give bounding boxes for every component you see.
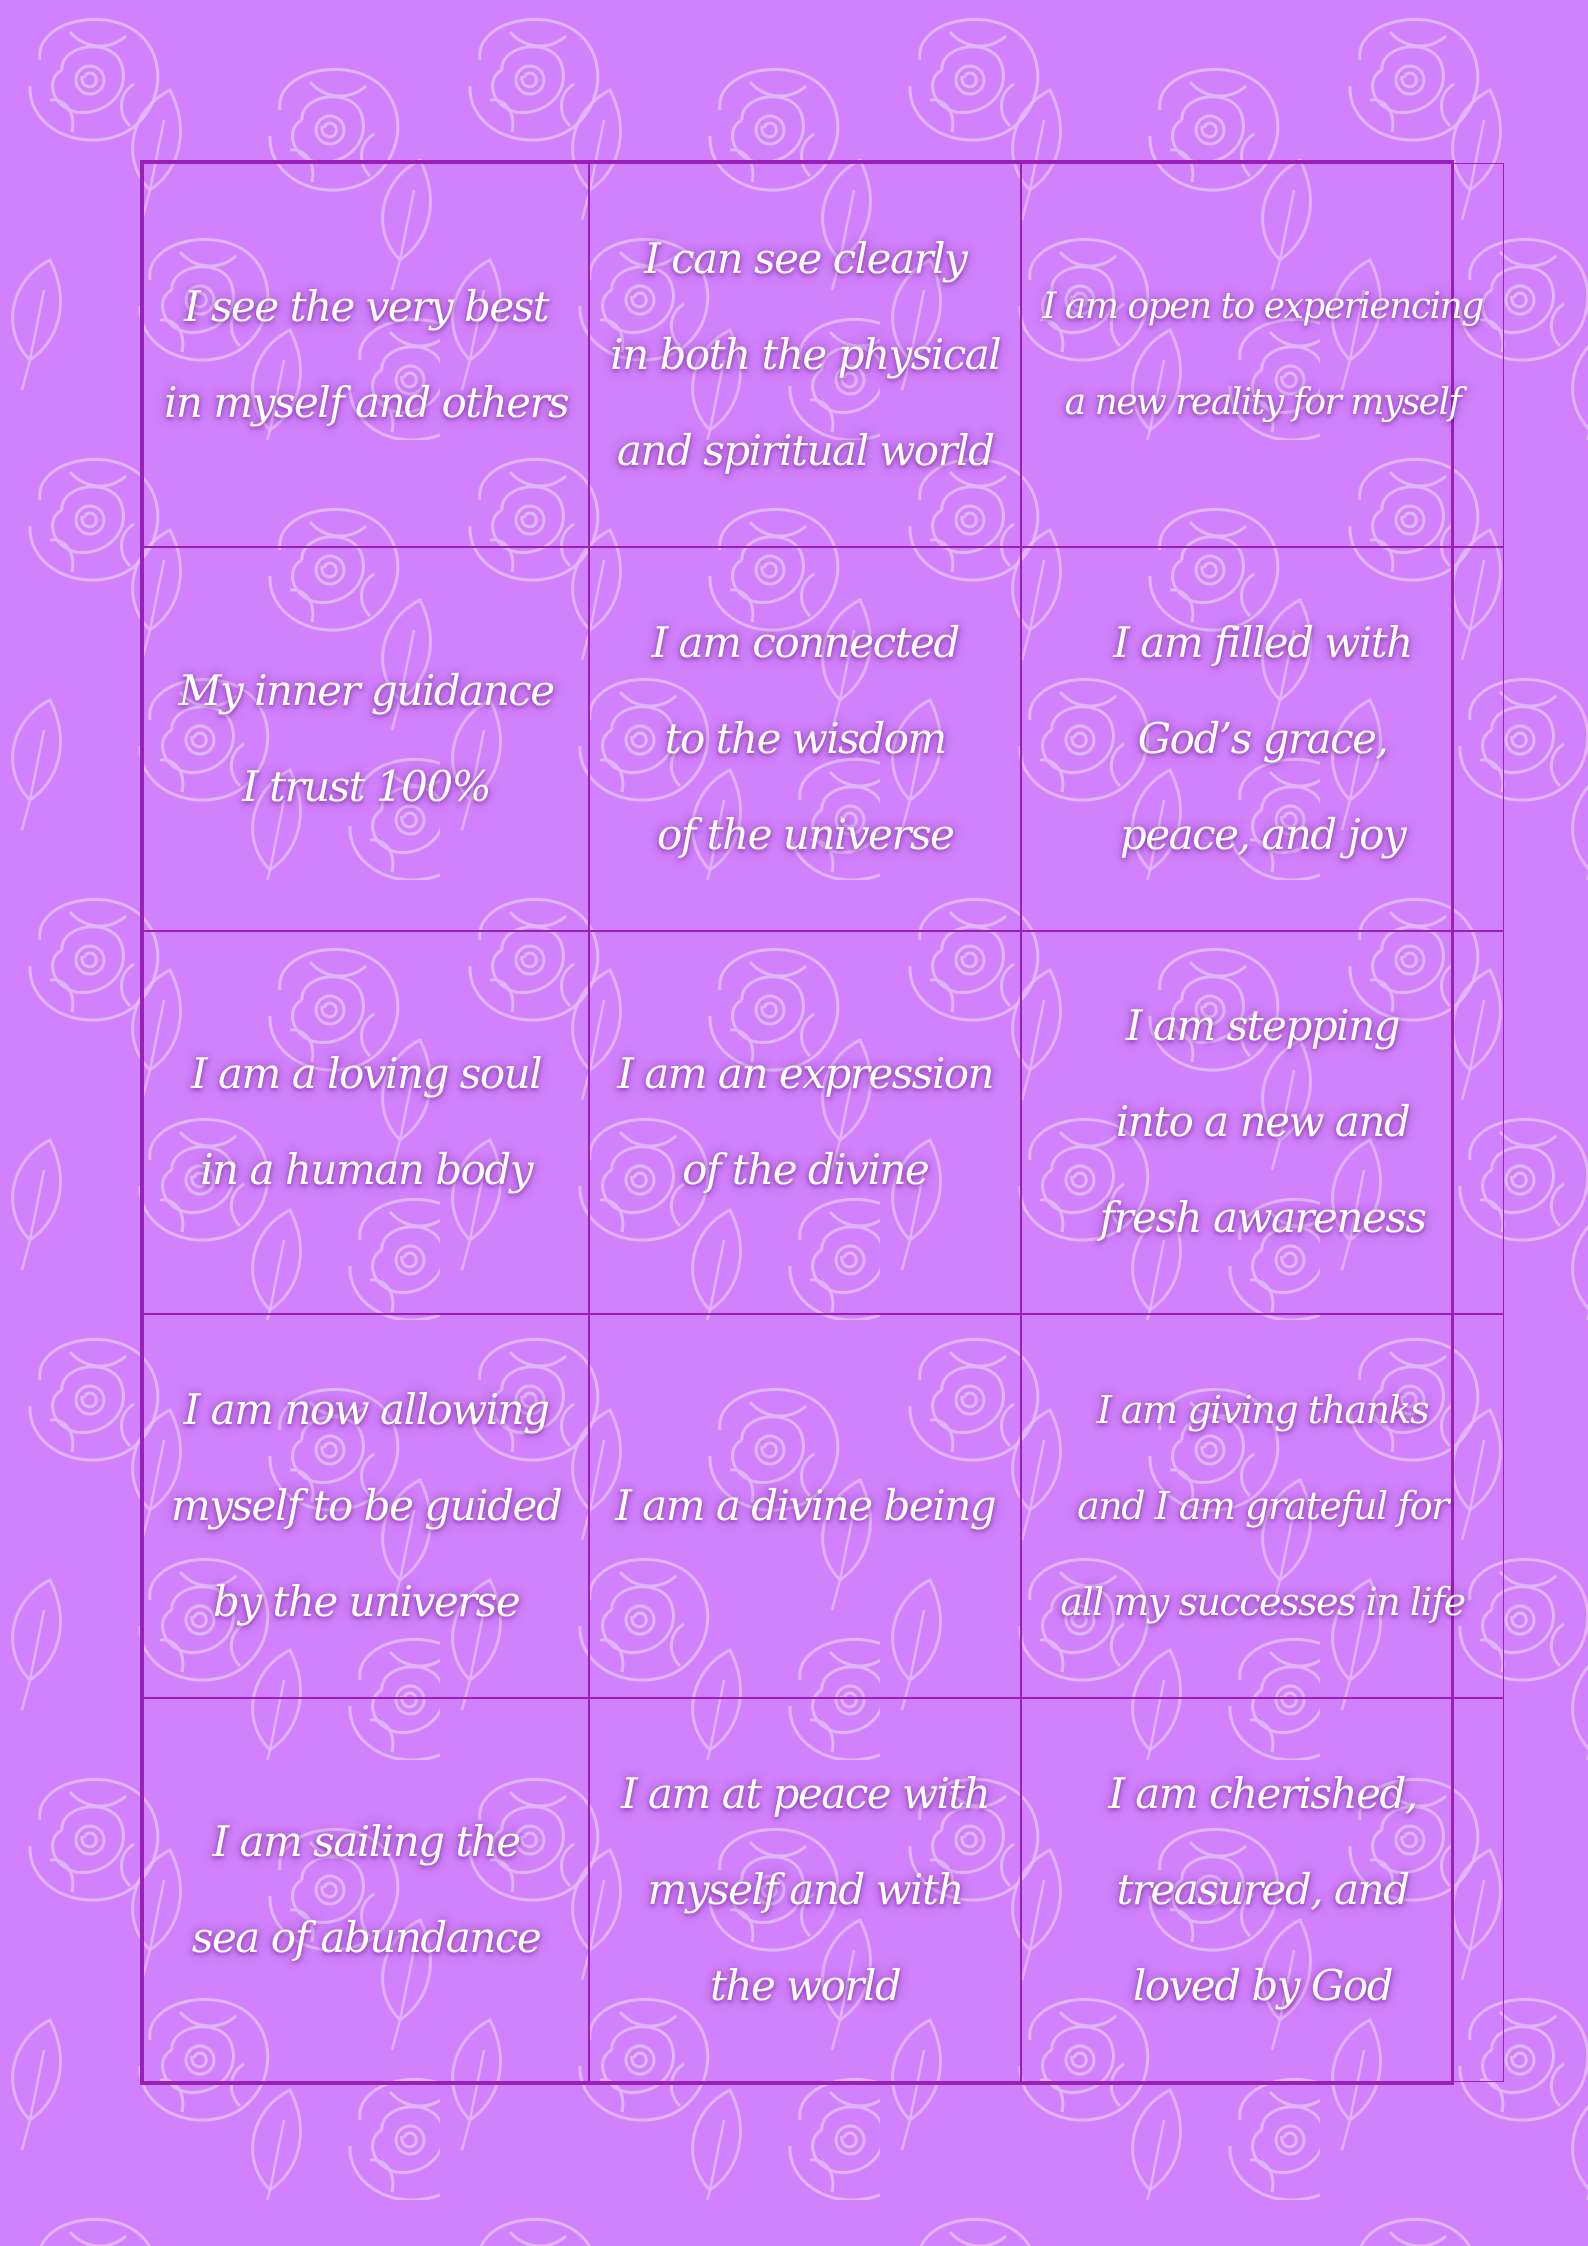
affirmation-text: I am open to experiencing a new reality for myself	[1042, 285, 1483, 423]
affirmation-text: I am a loving soul in a human body	[191, 1049, 542, 1195]
affirmation-text: My inner guidance I trust 100%	[178, 665, 554, 811]
affirmation-text: I am giving thanks and I am grateful for all my successes in life	[1060, 1388, 1465, 1625]
affirmation-card	[1021, 1314, 1504, 1698]
affirmation-text: I am stepping into a new and fresh awareness	[1099, 1001, 1426, 1243]
affirmation-text: I am now allowing myself to be guided by the universe	[170, 1385, 562, 1627]
affirmation-card	[143, 547, 589, 931]
affirmation-card	[143, 163, 589, 547]
affirmation-text: I see the very best in myself and others	[164, 281, 569, 427]
affirmation-text: I am at peace with myself and with the world	[621, 1769, 990, 2011]
affirmation-card	[143, 1698, 589, 2082]
affirmation-text: I am cherished, treasured, and loved by God	[1108, 1769, 1417, 2011]
affirmation-text: I am connected to the wisdom of the universe	[651, 617, 959, 859]
affirmation-card	[1021, 547, 1504, 931]
affirmation-text: I am sailing the sea of abundance	[191, 1817, 541, 1963]
affirmation-card	[589, 547, 1021, 931]
affirmation-card	[143, 1314, 589, 1698]
affirmation-card	[1021, 163, 1504, 547]
affirmation-card-grid	[140, 160, 1483, 2085]
affirmation-card	[589, 931, 1021, 1315]
affirmation-card	[589, 163, 1021, 547]
affirmation-text: I am filled with God’s grace, peace, and joy	[1113, 617, 1412, 859]
affirmation-card	[589, 1698, 1021, 2082]
affirmation-card	[589, 1314, 1021, 1698]
affirmation-text: I am a divine being	[615, 1481, 996, 1531]
affirmation-card	[1021, 1698, 1504, 2082]
affirmation-text: I can see clearly in both the physical and spiritual world	[610, 233, 1001, 475]
affirmation-text: I am an expression of the divine	[617, 1049, 994, 1195]
affirmation-card	[1021, 931, 1504, 1315]
affirmation-card	[143, 931, 589, 1315]
